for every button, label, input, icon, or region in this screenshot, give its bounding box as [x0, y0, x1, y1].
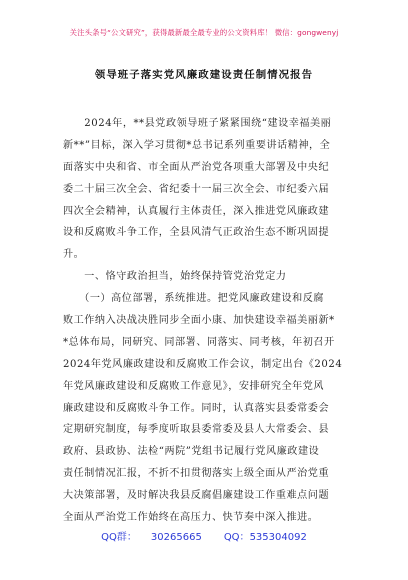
body-line: 败工作纳入决战决胜同步全面小康、加快建设幸福美丽新* [63, 315, 335, 327]
body-line: 2024年党风廉政建设和反腐败工作会议，制定出台《2024 [63, 358, 343, 370]
document-title: 领导班子落实党风廉政建设责任制情况报告 [94, 69, 314, 81]
body-line: （一）高位部署，系统推进。把党风廉政建设和反腐 [63, 293, 325, 305]
document-body [63, 113, 351, 529]
qq-number: 535304092 [249, 532, 307, 543]
body-line: 大决策部署，及时解决我县反腐倡廉建设工作重难点问题 [63, 490, 330, 502]
qq-label: QQ： [223, 532, 250, 543]
body-line: 全面从严治党工作始终在高压力、快节奏中深入推进。 [63, 512, 319, 524]
body-line: 设和反腐败斗争工作，全县风清气正政治生态不断巩固提 [63, 227, 330, 239]
footer-contact [0, 528, 408, 543]
header-banner: 关注头条号“公文研究”，获得最新最全最专业的公文资料库！ 微信：gongwenyj [69, 28, 339, 37]
body-line: *总体布局，同研究、同部署、同落实、同考核，年初召开 [63, 336, 335, 348]
body-line: 廉政建设和反腐败斗争工作。同时，认真落实县委常委会 [63, 402, 330, 414]
qq-group-label: QQ群： [101, 532, 137, 543]
body-line: 责任制情况汇报，不折不扣贯彻落实上级全面从严治党重 [63, 468, 330, 480]
section-heading: 一、恪守政治担当，始终保持管党治党定力 [63, 271, 287, 283]
body-line: 升。 [63, 249, 85, 261]
body-line: 新**”目标，深入学习贯彻*总书记系列重要讲话精神，全 [63, 139, 331, 151]
body-line: 政府、县政协、法检“两院”党组书记履行党风廉政建设 [63, 446, 320, 458]
body-line: 面落实中央和省、市全面从严治党各项重大部署及中央纪 [63, 161, 330, 173]
qq-group-number: 30265665 [150, 532, 202, 543]
body-line: 定期研究制度，每季度听取县委常委及县人大常委会、县 [63, 424, 330, 436]
body-line: 委二十届三次全会、省纪委十一届三次全会、市纪委六届 [63, 183, 330, 195]
body-line: 2024年，**县党政领导班子紧紧围绕“建设幸福美丽 [63, 118, 332, 129]
body-line: 四次全会精神，认真履行主体责任，深入推进党风廉政建 [63, 205, 330, 217]
body-line: 年党风廉政建设和反腐败工作意见》，安排研究全年党风 [63, 380, 325, 392]
